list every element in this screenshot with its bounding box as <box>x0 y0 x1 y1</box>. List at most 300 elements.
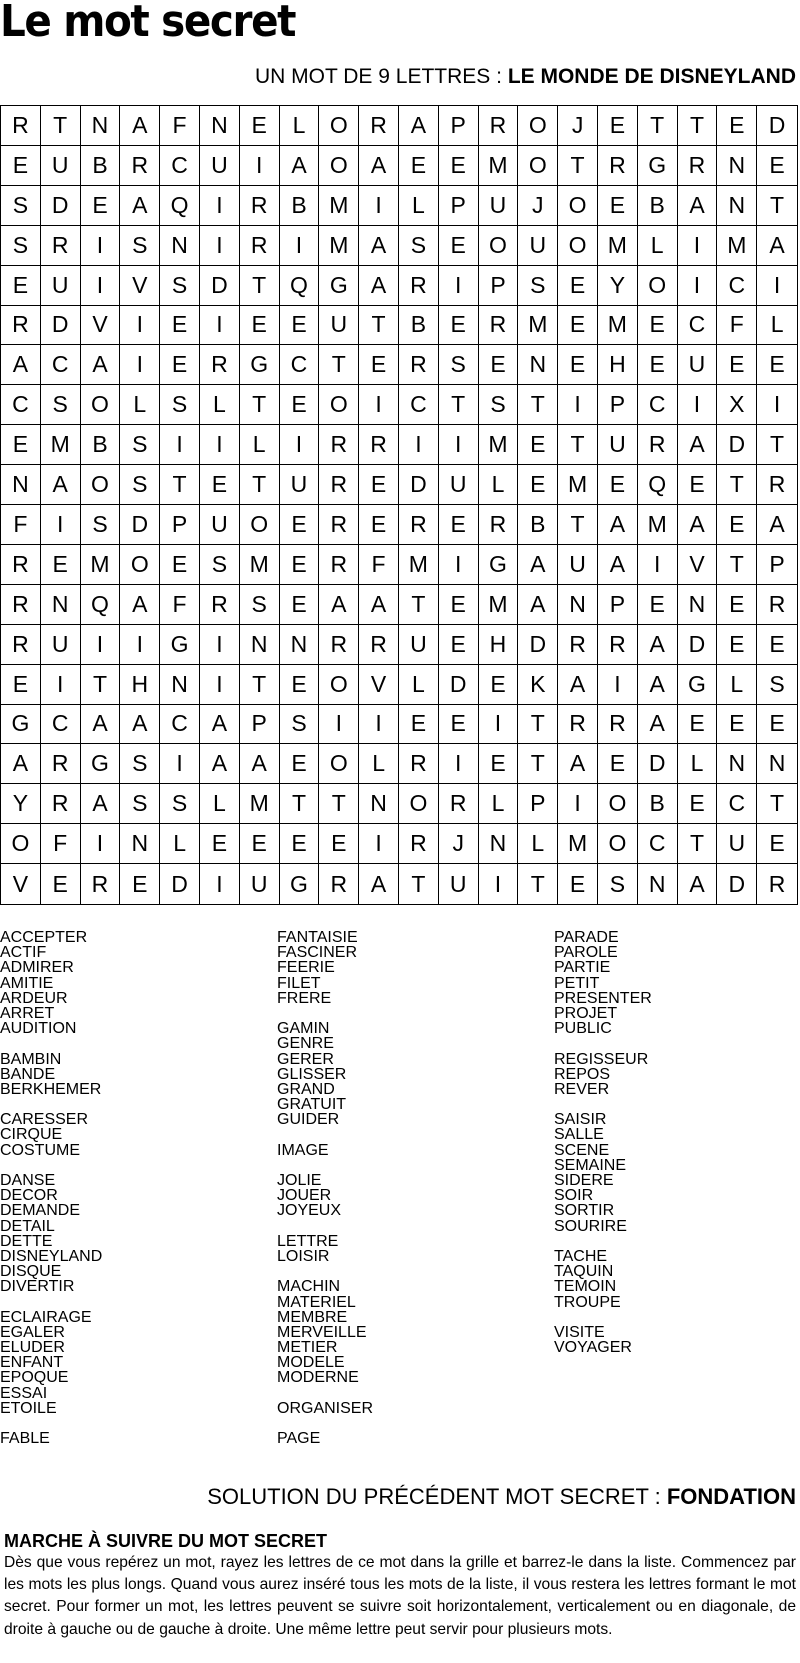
grid-cell[interactable]: T <box>558 505 598 545</box>
grid-cell[interactable]: R <box>200 345 240 385</box>
grid-cell[interactable]: H <box>479 625 519 665</box>
grid-cell[interactable]: J <box>518 186 558 226</box>
grid-cell[interactable]: K <box>518 665 558 705</box>
grid-cell[interactable]: A <box>120 585 160 625</box>
grid-cell[interactable]: A <box>120 106 160 146</box>
grid-cell[interactable]: E <box>280 585 320 625</box>
grid-cell[interactable]: I <box>359 186 399 226</box>
grid-cell[interactable]: A <box>359 226 399 266</box>
grid-cell[interactable]: V <box>1 864 41 904</box>
grid-cell[interactable]: A <box>678 505 718 545</box>
grid-cell[interactable]: T <box>160 465 200 505</box>
grid-cell[interactable]: L <box>240 425 280 465</box>
grid-cell[interactable]: T <box>240 465 280 505</box>
grid-cell[interactable]: T <box>518 864 558 904</box>
grid-cell[interactable]: F <box>1 505 41 545</box>
grid-cell[interactable]: A <box>757 505 797 545</box>
grid-cell[interactable]: T <box>678 106 718 146</box>
grid-cell[interactable]: F <box>41 824 81 864</box>
grid-cell[interactable]: I <box>558 784 598 824</box>
grid-cell[interactable]: P <box>439 186 479 226</box>
grid-cell[interactable]: U <box>598 425 638 465</box>
grid-cell[interactable]: R <box>81 864 121 904</box>
grid-cell[interactable]: O <box>81 385 121 425</box>
grid-cell[interactable]: R <box>319 625 359 665</box>
grid-cell[interactable]: A <box>638 705 678 745</box>
grid-cell[interactable]: E <box>717 505 757 545</box>
grid-cell[interactable]: I <box>439 744 479 784</box>
grid-cell[interactable]: F <box>160 106 200 146</box>
grid-cell[interactable]: P <box>160 505 200 545</box>
grid-cell[interactable]: I <box>439 266 479 306</box>
grid-cell[interactable]: R <box>319 545 359 585</box>
grid-cell[interactable]: G <box>280 864 320 904</box>
grid-cell[interactable]: N <box>717 744 757 784</box>
grid-cell[interactable]: L <box>399 186 439 226</box>
grid-cell[interactable]: A <box>319 585 359 625</box>
grid-cell[interactable]: R <box>240 226 280 266</box>
grid-cell[interactable]: R <box>1 585 41 625</box>
grid-cell[interactable]: R <box>399 744 439 784</box>
grid-cell[interactable]: U <box>200 505 240 545</box>
grid-cell[interactable]: D <box>160 864 200 904</box>
grid-cell[interactable]: R <box>319 864 359 904</box>
grid-cell[interactable]: I <box>120 345 160 385</box>
grid-cell[interactable]: E <box>240 306 280 346</box>
grid-cell[interactable]: L <box>280 106 320 146</box>
grid-cell[interactable]: T <box>757 784 797 824</box>
grid-cell[interactable]: E <box>518 465 558 505</box>
grid-cell[interactable]: E <box>717 345 757 385</box>
grid-cell[interactable]: E <box>280 385 320 425</box>
grid-cell[interactable]: E <box>280 306 320 346</box>
grid-cell[interactable]: U <box>41 625 81 665</box>
grid-cell[interactable]: E <box>757 625 797 665</box>
grid-cell[interactable]: I <box>200 226 240 266</box>
grid-cell[interactable]: E <box>280 505 320 545</box>
grid-cell[interactable]: B <box>399 306 439 346</box>
grid-cell[interactable]: E <box>757 705 797 745</box>
grid-cell[interactable]: P <box>240 705 280 745</box>
grid-cell[interactable]: D <box>41 306 81 346</box>
grid-cell[interactable]: V <box>120 266 160 306</box>
grid-cell[interactable]: T <box>81 665 121 705</box>
grid-cell[interactable]: S <box>200 545 240 585</box>
grid-cell[interactable]: O <box>240 505 280 545</box>
grid-cell[interactable]: E <box>439 505 479 545</box>
grid-cell[interactable]: I <box>598 665 638 705</box>
grid-cell[interactable]: B <box>638 784 678 824</box>
grid-cell[interactable]: O <box>598 824 638 864</box>
grid-cell[interactable]: E <box>439 146 479 186</box>
grid-cell[interactable]: L <box>757 306 797 346</box>
grid-cell[interactable]: E <box>598 744 638 784</box>
grid-cell[interactable]: D <box>120 505 160 545</box>
grid-cell[interactable]: A <box>240 744 280 784</box>
grid-cell[interactable]: A <box>41 465 81 505</box>
grid-cell[interactable]: C <box>1 385 41 425</box>
grid-cell[interactable]: I <box>359 705 399 745</box>
grid-cell[interactable]: D <box>399 465 439 505</box>
grid-cell[interactable]: O <box>399 784 439 824</box>
grid-cell[interactable]: S <box>479 385 519 425</box>
grid-cell[interactable]: I <box>160 744 200 784</box>
grid-cell[interactable]: R <box>359 425 399 465</box>
grid-cell[interactable]: A <box>399 106 439 146</box>
grid-cell[interactable]: I <box>678 226 718 266</box>
grid-cell[interactable]: T <box>518 744 558 784</box>
grid-cell[interactable]: R <box>558 705 598 745</box>
grid-cell[interactable]: I <box>240 146 280 186</box>
grid-cell[interactable]: E <box>717 585 757 625</box>
grid-cell[interactable]: E <box>717 625 757 665</box>
grid-cell[interactable]: I <box>280 226 320 266</box>
grid-cell[interactable]: O <box>558 226 598 266</box>
grid-cell[interactable]: S <box>160 385 200 425</box>
grid-cell[interactable]: S <box>1 226 41 266</box>
grid-cell[interactable]: I <box>319 705 359 745</box>
grid-cell[interactable]: A <box>678 864 718 904</box>
grid-cell[interactable]: E <box>717 705 757 745</box>
grid-cell[interactable]: S <box>120 465 160 505</box>
grid-cell[interactable]: A <box>81 705 121 745</box>
grid-cell[interactable]: R <box>399 266 439 306</box>
grid-cell[interactable]: E <box>678 705 718 745</box>
grid-cell[interactable]: D <box>518 625 558 665</box>
grid-cell[interactable]: M <box>81 545 121 585</box>
grid-cell[interactable]: B <box>81 146 121 186</box>
grid-cell[interactable]: L <box>359 744 399 784</box>
grid-cell[interactable]: S <box>240 585 280 625</box>
grid-cell[interactable]: O <box>319 385 359 425</box>
grid-cell[interactable]: B <box>81 425 121 465</box>
grid-cell[interactable]: U <box>558 545 598 585</box>
grid-cell[interactable]: S <box>81 505 121 545</box>
grid-cell[interactable]: E <box>359 345 399 385</box>
grid-cell[interactable]: T <box>558 146 598 186</box>
grid-cell[interactable]: I <box>479 705 519 745</box>
grid-cell[interactable]: S <box>439 345 479 385</box>
grid-cell[interactable]: E <box>598 186 638 226</box>
grid-cell[interactable]: G <box>319 266 359 306</box>
grid-cell[interactable]: O <box>518 146 558 186</box>
grid-cell[interactable]: R <box>399 824 439 864</box>
grid-cell[interactable]: E <box>638 585 678 625</box>
grid-cell[interactable]: R <box>240 186 280 226</box>
grid-cell[interactable]: E <box>558 306 598 346</box>
grid-cell[interactable]: I <box>638 545 678 585</box>
grid-cell[interactable]: S <box>518 266 558 306</box>
grid-cell[interactable]: N <box>1 465 41 505</box>
grid-cell[interactable]: R <box>757 465 797 505</box>
grid-cell[interactable]: L <box>479 465 519 505</box>
grid-cell[interactable]: T <box>518 705 558 745</box>
grid-cell[interactable]: E <box>120 864 160 904</box>
grid-cell[interactable]: M <box>479 146 519 186</box>
grid-cell[interactable]: E <box>598 465 638 505</box>
grid-cell[interactable]: M <box>518 306 558 346</box>
grid-cell[interactable]: L <box>479 784 519 824</box>
grid-cell[interactable]: R <box>598 625 638 665</box>
grid-cell[interactable]: P <box>479 266 519 306</box>
grid-cell[interactable]: T <box>717 465 757 505</box>
grid-cell[interactable]: O <box>319 146 359 186</box>
grid-cell[interactable]: E <box>638 345 678 385</box>
grid-cell[interactable]: G <box>1 705 41 745</box>
grid-cell[interactable]: N <box>757 744 797 784</box>
grid-cell[interactable]: R <box>359 625 399 665</box>
grid-cell[interactable]: S <box>120 425 160 465</box>
grid-cell[interactable]: O <box>1 824 41 864</box>
grid-cell[interactable]: L <box>200 385 240 425</box>
grid-cell[interactable]: I <box>200 665 240 705</box>
grid-cell[interactable]: R <box>1 625 41 665</box>
grid-cell[interactable]: A <box>359 146 399 186</box>
grid-cell[interactable]: L <box>717 665 757 705</box>
grid-cell[interactable]: M <box>479 585 519 625</box>
grid-cell[interactable]: R <box>598 146 638 186</box>
grid-cell[interactable]: E <box>717 106 757 146</box>
grid-cell[interactable]: N <box>717 146 757 186</box>
grid-cell[interactable]: B <box>638 186 678 226</box>
grid-cell[interactable]: A <box>200 744 240 784</box>
grid-cell[interactable]: U <box>41 146 81 186</box>
grid-cell[interactable]: R <box>319 425 359 465</box>
grid-cell[interactable]: R <box>479 306 519 346</box>
grid-cell[interactable]: F <box>717 306 757 346</box>
grid-cell[interactable]: O <box>558 186 598 226</box>
grid-cell[interactable]: N <box>717 186 757 226</box>
grid-cell[interactable]: T <box>319 345 359 385</box>
grid-cell[interactable]: I <box>200 306 240 346</box>
grid-cell[interactable]: M <box>558 824 598 864</box>
grid-cell[interactable]: R <box>120 146 160 186</box>
grid-cell[interactable]: S <box>120 744 160 784</box>
grid-cell[interactable]: O <box>120 545 160 585</box>
grid-cell[interactable]: L <box>120 385 160 425</box>
grid-cell[interactable]: T <box>678 824 718 864</box>
grid-cell[interactable]: E <box>558 266 598 306</box>
grid-cell[interactable]: E <box>479 744 519 784</box>
grid-cell[interactable]: S <box>1 186 41 226</box>
grid-cell[interactable]: T <box>399 864 439 904</box>
grid-cell[interactable]: S <box>41 385 81 425</box>
grid-cell[interactable]: R <box>479 505 519 545</box>
grid-cell[interactable]: R <box>41 784 81 824</box>
grid-cell[interactable]: S <box>160 266 200 306</box>
grid-cell[interactable]: E <box>319 824 359 864</box>
grid-cell[interactable]: O <box>638 266 678 306</box>
grid-cell[interactable]: E <box>399 146 439 186</box>
grid-cell[interactable]: O <box>81 465 121 505</box>
grid-cell[interactable]: R <box>598 705 638 745</box>
grid-cell[interactable]: R <box>200 585 240 625</box>
grid-cell[interactable]: A <box>120 186 160 226</box>
grid-cell[interactable]: T <box>757 425 797 465</box>
grid-cell[interactable]: A <box>81 345 121 385</box>
grid-cell[interactable]: T <box>439 385 479 425</box>
grid-cell[interactable]: D <box>200 266 240 306</box>
grid-cell[interactable]: C <box>160 146 200 186</box>
grid-cell[interactable]: E <box>81 186 121 226</box>
grid-cell[interactable]: C <box>638 385 678 425</box>
grid-cell[interactable]: A <box>518 585 558 625</box>
grid-cell[interactable]: A <box>757 226 797 266</box>
grid-cell[interactable]: T <box>41 106 81 146</box>
grid-cell[interactable]: E <box>598 106 638 146</box>
grid-cell[interactable]: U <box>319 306 359 346</box>
grid-cell[interactable]: S <box>160 784 200 824</box>
grid-cell[interactable]: D <box>717 425 757 465</box>
grid-cell[interactable]: E <box>757 824 797 864</box>
grid-cell[interactable]: R <box>558 625 598 665</box>
grid-cell[interactable]: T <box>280 784 320 824</box>
grid-cell[interactable]: I <box>399 425 439 465</box>
grid-cell[interactable]: U <box>399 625 439 665</box>
grid-cell[interactable]: M <box>319 186 359 226</box>
grid-cell[interactable]: T <box>717 545 757 585</box>
grid-cell[interactable]: A <box>359 266 399 306</box>
grid-cell[interactable]: D <box>439 665 479 705</box>
grid-cell[interactable]: M <box>598 306 638 346</box>
grid-cell[interactable]: F <box>160 585 200 625</box>
grid-cell[interactable]: N <box>120 824 160 864</box>
grid-cell[interactable]: S <box>598 864 638 904</box>
grid-cell[interactable]: U <box>518 226 558 266</box>
grid-cell[interactable]: S <box>120 226 160 266</box>
grid-cell[interactable]: I <box>280 425 320 465</box>
grid-cell[interactable]: I <box>439 425 479 465</box>
grid-cell[interactable]: E <box>200 824 240 864</box>
grid-cell[interactable]: E <box>638 306 678 346</box>
grid-cell[interactable]: J <box>558 106 598 146</box>
grid-cell[interactable]: U <box>479 186 519 226</box>
grid-cell[interactable]: A <box>558 665 598 705</box>
grid-cell[interactable]: I <box>160 425 200 465</box>
grid-cell[interactable]: E <box>359 465 399 505</box>
grid-cell[interactable]: E <box>160 545 200 585</box>
grid-cell[interactable]: U <box>439 465 479 505</box>
grid-cell[interactable]: E <box>280 744 320 784</box>
grid-cell[interactable]: A <box>518 545 558 585</box>
grid-cell[interactable]: C <box>160 705 200 745</box>
grid-cell[interactable]: E <box>359 505 399 545</box>
grid-cell[interactable]: H <box>120 665 160 705</box>
grid-cell[interactable]: C <box>41 345 81 385</box>
grid-cell[interactable]: T <box>638 106 678 146</box>
grid-cell[interactable]: U <box>41 266 81 306</box>
grid-cell[interactable]: A <box>1 744 41 784</box>
grid-cell[interactable]: I <box>200 864 240 904</box>
grid-cell[interactable]: E <box>1 425 41 465</box>
grid-cell[interactable]: T <box>240 266 280 306</box>
grid-cell[interactable]: N <box>359 784 399 824</box>
grid-cell[interactable]: E <box>558 864 598 904</box>
grid-cell[interactable]: Y <box>598 266 638 306</box>
grid-cell[interactable]: U <box>280 465 320 505</box>
grid-cell[interactable]: I <box>200 186 240 226</box>
grid-cell[interactable]: R <box>319 505 359 545</box>
grid-cell[interactable]: E <box>678 465 718 505</box>
grid-cell[interactable]: R <box>359 106 399 146</box>
grid-cell[interactable]: O <box>479 226 519 266</box>
grid-cell[interactable]: L <box>200 784 240 824</box>
grid-cell[interactable]: L <box>399 665 439 705</box>
grid-cell[interactable]: E <box>757 146 797 186</box>
grid-cell[interactable]: O <box>518 106 558 146</box>
grid-cell[interactable]: N <box>160 665 200 705</box>
grid-cell[interactable]: G <box>240 345 280 385</box>
grid-cell[interactable]: A <box>200 705 240 745</box>
grid-cell[interactable]: C <box>280 345 320 385</box>
grid-cell[interactable]: M <box>598 226 638 266</box>
grid-cell[interactable]: I <box>120 625 160 665</box>
grid-cell[interactable]: A <box>359 585 399 625</box>
grid-cell[interactable]: E <box>200 465 240 505</box>
grid-cell[interactable]: P <box>518 784 558 824</box>
grid-cell[interactable]: A <box>81 784 121 824</box>
grid-cell[interactable]: R <box>41 226 81 266</box>
grid-cell[interactable]: M <box>240 545 280 585</box>
grid-cell[interactable]: U <box>717 824 757 864</box>
grid-cell[interactable]: I <box>41 665 81 705</box>
grid-cell[interactable]: B <box>518 505 558 545</box>
grid-cell[interactable]: G <box>479 545 519 585</box>
grid-cell[interactable]: E <box>240 824 280 864</box>
grid-cell[interactable]: E <box>439 306 479 346</box>
grid-cell[interactable]: V <box>81 306 121 346</box>
grid-cell[interactable]: Y <box>1 784 41 824</box>
grid-cell[interactable]: E <box>479 345 519 385</box>
grid-cell[interactable]: Q <box>160 186 200 226</box>
grid-cell[interactable]: A <box>638 665 678 705</box>
grid-cell[interactable]: C <box>717 266 757 306</box>
grid-cell[interactable]: E <box>399 705 439 745</box>
grid-cell[interactable]: N <box>280 625 320 665</box>
grid-cell[interactable]: E <box>678 784 718 824</box>
grid-cell[interactable]: I <box>81 824 121 864</box>
grid-cell[interactable]: E <box>160 306 200 346</box>
grid-cell[interactable]: R <box>479 106 519 146</box>
grid-cell[interactable]: A <box>638 625 678 665</box>
grid-cell[interactable]: A <box>1 345 41 385</box>
grid-cell[interactable]: R <box>768 870 786 897</box>
grid-cell[interactable]: M <box>638 505 678 545</box>
grid-cell[interactable]: E <box>41 545 81 585</box>
grid-cell[interactable]: P <box>598 385 638 425</box>
grid-cell[interactable]: C <box>41 705 81 745</box>
grid-cell[interactable]: T <box>558 425 598 465</box>
grid-cell[interactable]: I <box>41 505 81 545</box>
grid-cell[interactable]: I <box>81 625 121 665</box>
grid-cell[interactable]: C <box>399 385 439 425</box>
grid-cell[interactable]: A <box>598 505 638 545</box>
grid-cell[interactable]: D <box>678 625 718 665</box>
grid-cell[interactable]: L <box>160 824 200 864</box>
grid-cell[interactable]: A <box>359 864 399 904</box>
grid-cell[interactable]: R <box>399 505 439 545</box>
grid-cell[interactable]: A <box>280 146 320 186</box>
grid-cell[interactable]: U <box>439 864 479 904</box>
grid-cell[interactable]: E <box>280 665 320 705</box>
grid-cell[interactable]: D <box>638 744 678 784</box>
grid-cell[interactable]: M <box>399 545 439 585</box>
grid-cell[interactable]: U <box>678 345 718 385</box>
grid-cell[interactable]: R <box>399 345 439 385</box>
grid-cell[interactable]: A <box>678 186 718 226</box>
grid-cell[interactable]: E <box>439 705 479 745</box>
grid-cell[interactable]: E <box>439 625 479 665</box>
